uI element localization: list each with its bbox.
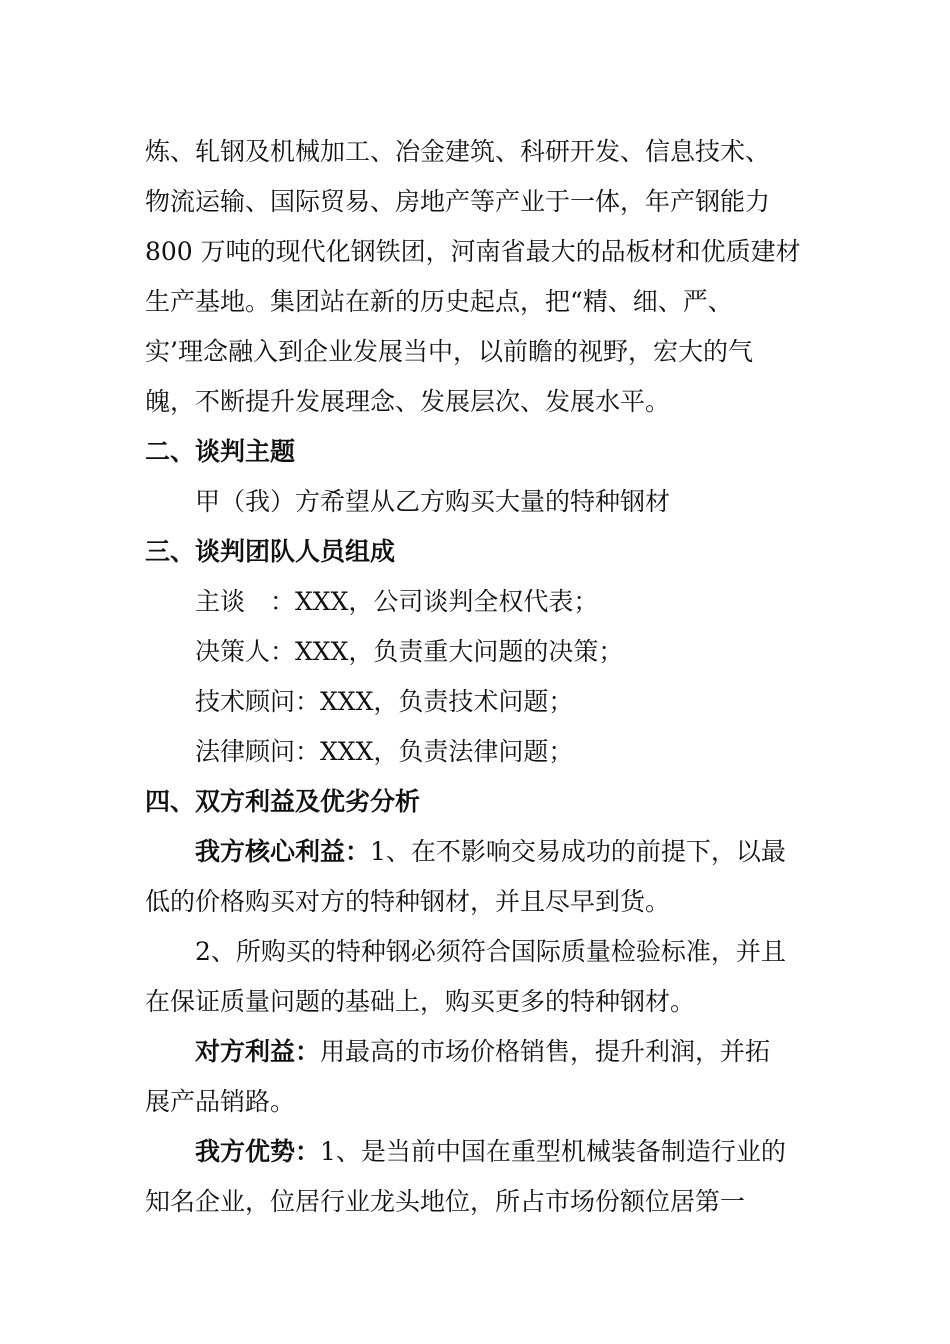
intro-line-6: 魄，不断提升发展理念、发展层次、发展水平。 bbox=[145, 387, 671, 416]
our-advantage-label: 我方优势： bbox=[195, 1137, 321, 1166]
section-heading-analysis: 四、双方利益及优劣分析 bbox=[145, 787, 421, 816]
intro-line-4: 生产基地。集团站在新的历史起点，把“精、细、严、 bbox=[145, 287, 733, 316]
our-interest-line-1 bbox=[195, 834, 810, 870]
our-interest-label: 我方核心利益： bbox=[195, 837, 371, 866]
intro-line-3: 800 万吨的现代化钢铁团，河南省最大的品板材和优质建材 bbox=[145, 237, 801, 266]
our-advantage-line-2: 知名企业，位居行业龙头地位，所占市场份额位居第一 bbox=[145, 1187, 746, 1216]
topic-body: 甲（我）方希望从乙方购买大量的特种钢材 bbox=[195, 487, 671, 516]
team-member-chief: 主谈 ：XXX，公司谈判全权代表； bbox=[195, 587, 599, 616]
team-member-legal: 法律顾问：XXX，负责法律问题； bbox=[195, 737, 574, 766]
section-heading-team: 三、谈判团队人员组成 bbox=[145, 537, 396, 566]
our-interest-line-2: 低的价格购买对方的特种钢材，并且尽早到货。 bbox=[145, 887, 671, 916]
our-advantage-text: 1、是当前中国在重型机械装备制造行业的 bbox=[320, 1137, 786, 1166]
intro-line-2: 物流运输、国际贸易、房地产等产业于一体，年产钢能力 bbox=[145, 187, 771, 216]
their-interest-line-2: 展产品销路。 bbox=[145, 1087, 296, 1116]
intro-line-5: 实’理念融入到企业发展当中，以前瞻的视野，宏大的气 bbox=[145, 337, 753, 366]
team-member-decision: 决策人：XXX，负责重大问题的决策； bbox=[195, 637, 624, 666]
intro-line-1: 炼、轧钢及机械加工、冶金建筑、科研开发、信息技术、 bbox=[145, 137, 771, 166]
our-interest-text: 1、在不影响交易成功的前提下，以最 bbox=[370, 837, 786, 866]
section-heading-topic: 二、谈判主题 bbox=[145, 437, 296, 466]
their-interest-label: 对方利益： bbox=[195, 1037, 321, 1066]
point2-line-1: 2、所购买的特种钢必须符合国际质量检验标准，并且 bbox=[195, 937, 786, 966]
their-interest-text: 用最高的市场价格销售，提升利润，并拓 bbox=[320, 1037, 771, 1066]
point2-line-2: 在保证质量问题的基础上，购买更多的特种钢材。 bbox=[145, 987, 696, 1016]
team-member-tech: 技术顾问：XXX，负责技术问题； bbox=[195, 687, 574, 716]
their-interest-line-1 bbox=[195, 1034, 810, 1070]
our-advantage-line-1 bbox=[195, 1134, 810, 1170]
